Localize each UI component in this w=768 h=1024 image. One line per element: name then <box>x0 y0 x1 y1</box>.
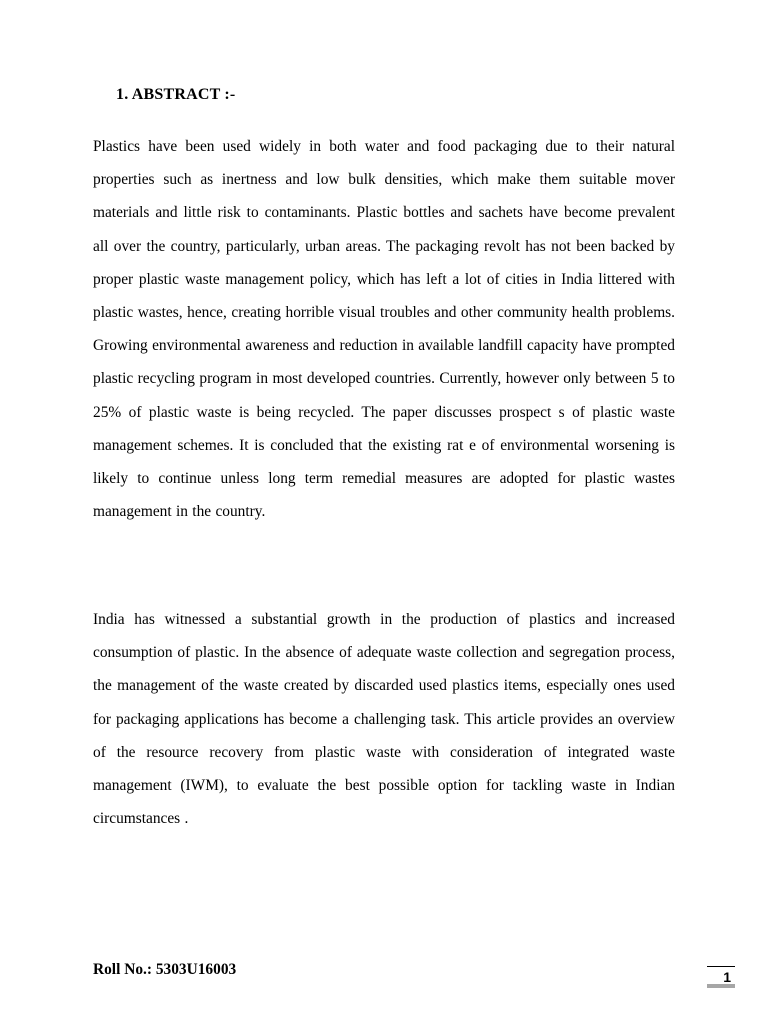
abstract-paragraph-1: Plastics have been used widely in both water and food packaging due to their natural properties such as inertness and low bulk densities, which make them suitable mover materials and little risk to contaminants. Plastic bottles and sachets have become prevalent all over the country, particularly, urban areas. The packaging revolt has not been backed by proper plastic waste management policy, which has left a lot of cities in India littered with plastic wastes, hence, creating horrible visual troubles and other community health problems. Growing environmental awareness and reduction in available landfill capacity have prompted plastic recycling program in most developed countries. Currently, however only between 5 to 25% of plastic waste is being recycled. The paper discusses prospect s of plastic waste management schemes. It is concluded that the existing rat e of environmental worsening is likely to continue unless long term remedial measures are adopted for plastic wastes management in the country. <box>93 138 675 521</box>
page-number: 1 <box>707 966 735 988</box>
roll-number: Roll No.: 5303U16003 <box>93 961 237 978</box>
abstract-paragraph-2: India has witnessed a substantial growth in the production of plastics and increased consumption of plastic. In the absence of adequate waste collection and segregation process, the management of the waste created by discarded used plastics items, especially ones used for packaging applications has become a challenging task. This article provides an overview of the resource recovery from plastic waste with consideration of integrated waste management (IWM), to evaluate the best possible option for tackling waste in Indian circumstances . <box>93 611 675 828</box>
section-heading: 1. ABSTRACT :- <box>116 86 236 103</box>
